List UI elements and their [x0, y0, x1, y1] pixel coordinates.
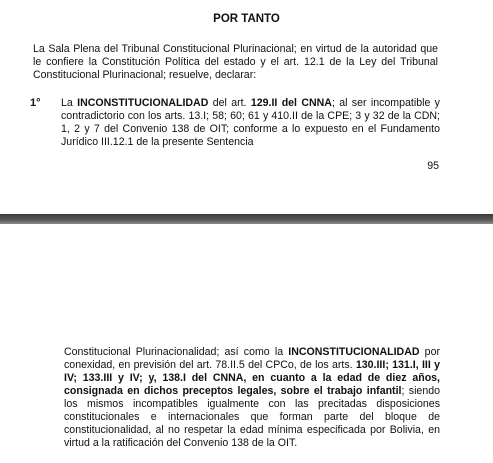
item-text-part: del art.: [208, 97, 251, 109]
item-bold-article: 129.II del CNNA: [250, 97, 332, 109]
cont-bold-term: INCONSTITUCIONALIDAD: [288, 346, 420, 358]
resolution-item-1: [30, 97, 440, 149]
cont-bold-articles: 130.III; 131.I, III y IV; 133.III y IV; y, 138.I del CNNA, en cuanto a la edad de diez años, consignada en dichos preceptos legales, sobre el trabajo infantil: [64, 359, 440, 397]
cont-text-part: Constitucional Plurinacionalidad; así como la: [64, 346, 289, 358]
cont-text-part: ; siendo los mismos incompatibles igualmente con las precitadas disposiciones constitucionales e internacionales que forman parte del bloque de constitucionalidad, al no respetar la edad mínima especificada por Bolivia, en virtud a la ratificación del Convenio 138 de la OIT.: [64, 385, 440, 449]
item-number: 1°: [30, 97, 41, 109]
cont-text-part: por conexidad, en previsión del art. 78.II.5 del CPCo, de los arts.: [64, 346, 440, 371]
item-bold-term: INCONSTITUCIONALIDAD: [77, 97, 209, 109]
page-break-divider: [0, 214, 493, 224]
document-page-bottom: [0, 224, 493, 463]
item-text: [61, 97, 440, 149]
intro-paragraph: La Sala Plena del Tribunal Constitucional Plurinacional; en virtud de la autoridad que le confiere la Constitución Política del estado y el art. 12.1 de la Ley del Tribunal Constitucional Plurinacional; resuelve, declarar:: [33, 43, 438, 82]
page-number: 95: [427, 160, 439, 172]
section-heading: POR TANTO: [213, 13, 280, 25]
continuation-paragraph: [64, 346, 440, 450]
item-text-part: ; al ser incompatible y contradictorio con los arts. 13.I; 58; 60; 61 y 410.II de la CPE; 3 y 32 de la CDN; 1, 2 y 7 del Convenio 138 de OIT; conforme a lo expuesto en el Fundamento Jurídico III.12.1 de la presente Sentencia: [61, 97, 440, 149]
item-text-part: La: [61, 97, 78, 109]
document-page-top: [0, 0, 493, 214]
